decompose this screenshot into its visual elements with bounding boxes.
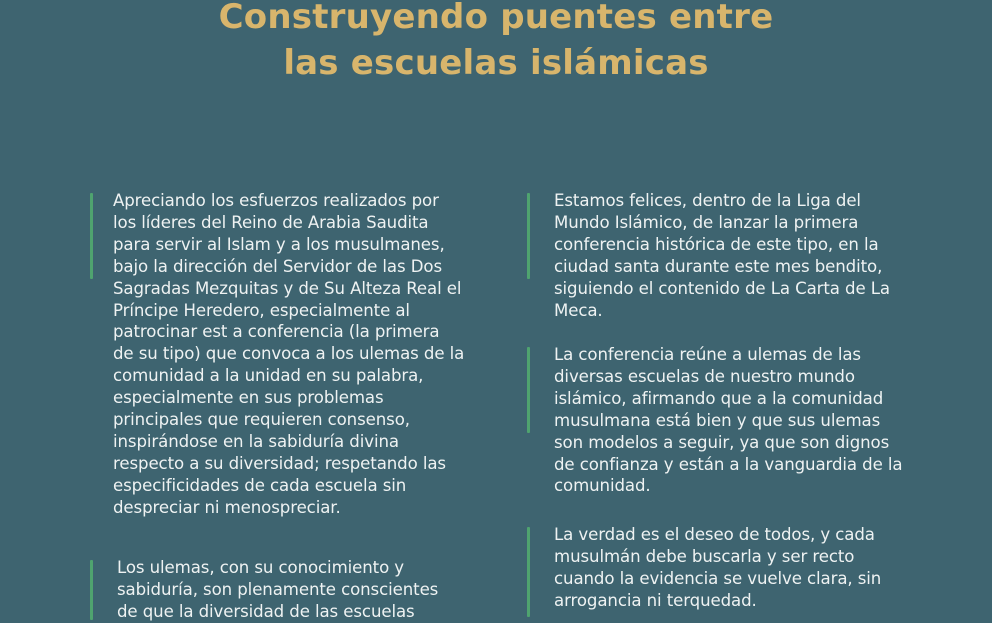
right-paragraph-3: La verdad es el deseo de todos, y cada musulmán debe buscarla y ser recto cuando la evidencia se vuelve clara, sin arrogancia ni terquedad. bbox=[554, 525, 882, 610]
accent-bar bbox=[90, 193, 93, 279]
page-title-line-1: Construyendo puentes entre bbox=[218, 0, 774, 37]
accent-bar bbox=[90, 560, 93, 620]
right-paragraph-2: La conferencia reúne a ulemas de las diversas escuelas de nuestro mundo islámico, afirmando que a la comunidad musulmana está bien y que sus ulemas son modelos a seguir, ya que son dignos de confianza y están a la vanguardia de la comunidad. bbox=[554, 345, 903, 496]
left-paragraph-1: Apreciando los esfuerzos realizados por los líderes del Reino de Arabia Saudita para servir al Islam y a los musulmanes, bajo la dirección del Servidor de las Dos Sagradas Mezquitas y de Su Alteza Real el Príncipe Heredero, especialmente al patrocinar est a conferencia (la primera de su tipo) que convoca a los ulemas de la comunidad a la unidad en su palabra, especialmente en sus problemas principales que requieren consenso, inspirándose en la sabiduría divina respecto a su diversidad; respetando las especificidades de cada escuela sin despreciar ni menospreciar. bbox=[113, 191, 465, 517]
page-title bbox=[0, 0, 992, 86]
left-paragraph-2: Los ulemas, con su conocimiento y sabiduría, son plenamente conscientes de que la diversidad de las escuelas bbox=[117, 558, 439, 621]
right-paragraph-1: Estamos felices, dentro de la Liga del Mundo Islámico, de lanzar la primera conferencia histórica de este tipo, en la ciudad santa durante este mes bendito, siguiendo el contenido de La Carta de La Meca. bbox=[554, 191, 890, 320]
page-title-line-2: las escuelas islámicas bbox=[283, 43, 709, 83]
accent-bar bbox=[527, 347, 530, 433]
accent-bar bbox=[527, 193, 530, 279]
accent-bar bbox=[527, 527, 530, 617]
